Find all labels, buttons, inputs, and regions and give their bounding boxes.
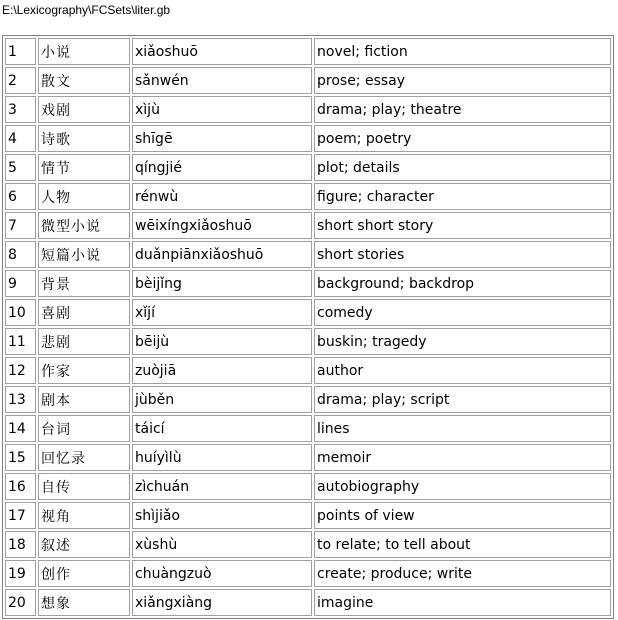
pinyin: chuàngzuò (132, 560, 312, 587)
entry-number: 8 (5, 241, 36, 268)
english-translation: poem; poetry (314, 125, 611, 152)
pinyin: wēixíngxiǎoshuō (132, 212, 312, 239)
table-row (5, 270, 611, 297)
pinyin: xǐjí (132, 299, 312, 326)
pinyin: duǎnpiānxiǎoshuō (132, 241, 312, 268)
table-row (5, 415, 611, 442)
table-row (5, 589, 611, 616)
file-path: E:\Lexicography\FCSets\liter.gb (2, 3, 171, 17)
english-translation: comedy (314, 299, 611, 326)
table-row (5, 212, 611, 239)
english-translation: prose; essay (314, 67, 611, 94)
chinese-term: 剧本 (38, 386, 130, 413)
entry-number: 18 (5, 531, 36, 558)
pinyin: shīgē (132, 125, 312, 152)
vocabulary-table (2, 35, 614, 619)
entry-number: 1 (5, 38, 36, 65)
english-translation: points of view (314, 502, 611, 529)
pinyin: shìjiǎo (132, 502, 312, 529)
chinese-term: 台词 (38, 415, 130, 442)
chinese-term: 小说 (38, 38, 130, 65)
entry-number: 20 (5, 589, 36, 616)
english-translation: create; produce; write (314, 560, 611, 587)
english-translation: plot; details (314, 154, 611, 181)
pinyin: zìchuán (132, 473, 312, 500)
table-row (5, 444, 611, 471)
pinyin: xìjù (132, 96, 312, 123)
english-translation: short stories (314, 241, 611, 268)
chinese-term: 人物 (38, 183, 130, 210)
pinyin: rénwù (132, 183, 312, 210)
chinese-term: 喜剧 (38, 299, 130, 326)
table-row (5, 241, 611, 268)
chinese-term: 背景 (38, 270, 130, 297)
entry-number: 4 (5, 125, 36, 152)
english-translation: to relate; to tell about (314, 531, 611, 558)
entry-number: 13 (5, 386, 36, 413)
chinese-term: 作家 (38, 357, 130, 384)
entry-number: 9 (5, 270, 36, 297)
table-row (5, 38, 611, 65)
table-row (5, 183, 611, 210)
english-translation: novel; fiction (314, 38, 611, 65)
entry-number: 19 (5, 560, 36, 587)
entry-number: 17 (5, 502, 36, 529)
table-row (5, 560, 611, 587)
pinyin: bèijǐng (132, 270, 312, 297)
chinese-term: 悲剧 (38, 328, 130, 355)
english-translation: autobiography (314, 473, 611, 500)
pinyin: zuòjiā (132, 357, 312, 384)
pinyin: bēijù (132, 328, 312, 355)
entry-number: 15 (5, 444, 36, 471)
pinyin: huíyìlù (132, 444, 312, 471)
chinese-term: 微型小说 (38, 212, 130, 239)
english-translation: drama; play; script (314, 386, 611, 413)
chinese-term: 创作 (38, 560, 130, 587)
table-row (5, 154, 611, 181)
chinese-term: 散文 (38, 67, 130, 94)
entry-number: 12 (5, 357, 36, 384)
entry-number: 10 (5, 299, 36, 326)
table-row (5, 67, 611, 94)
english-translation: imagine (314, 589, 611, 616)
table-row (5, 328, 611, 355)
english-translation: lines (314, 415, 611, 442)
pinyin: qíngjié (132, 154, 312, 181)
entry-number: 2 (5, 67, 36, 94)
english-translation: buskin; tragedy (314, 328, 611, 355)
table-row (5, 502, 611, 529)
chinese-term: 回忆录 (38, 444, 130, 471)
english-translation: figure; character (314, 183, 611, 210)
pinyin: xiǎngxiàng (132, 589, 312, 616)
english-translation: memoir (314, 444, 611, 471)
entry-number: 11 (5, 328, 36, 355)
chinese-term: 视角 (38, 502, 130, 529)
table-row (5, 531, 611, 558)
entry-number: 7 (5, 212, 36, 239)
entry-number: 5 (5, 154, 36, 181)
pinyin: táicí (132, 415, 312, 442)
entry-number: 6 (5, 183, 36, 210)
table-row (5, 473, 611, 500)
english-translation: background; backdrop (314, 270, 611, 297)
chinese-term: 想象 (38, 589, 130, 616)
chinese-term: 戏剧 (38, 96, 130, 123)
chinese-term: 短篇小说 (38, 241, 130, 268)
table-row (5, 96, 611, 123)
english-translation: drama; play; theatre (314, 96, 611, 123)
chinese-term: 叙述 (38, 531, 130, 558)
pinyin: xùshù (132, 531, 312, 558)
table-row (5, 125, 611, 152)
pinyin: xiǎoshuō (132, 38, 312, 65)
entry-number: 14 (5, 415, 36, 442)
entry-number: 3 (5, 96, 36, 123)
chinese-term: 自传 (38, 473, 130, 500)
pinyin: jùběn (132, 386, 312, 413)
entry-number: 16 (5, 473, 36, 500)
table-row (5, 299, 611, 326)
chinese-term: 情节 (38, 154, 130, 181)
english-translation: short short story (314, 212, 611, 239)
chinese-term: 诗歌 (38, 125, 130, 152)
table-row (5, 357, 611, 384)
table-row (5, 386, 611, 413)
pinyin: sǎnwén (132, 67, 312, 94)
english-translation: author (314, 357, 611, 384)
